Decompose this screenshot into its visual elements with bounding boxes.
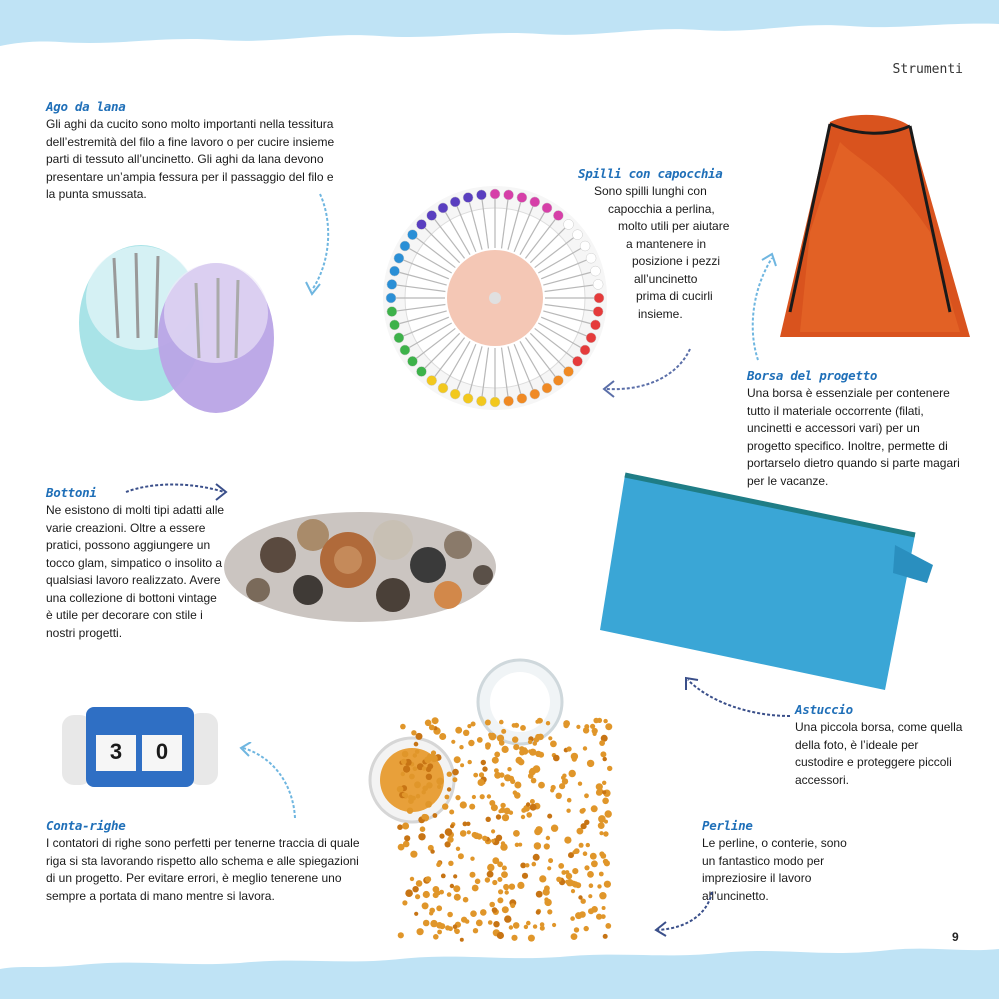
beads-photo — [360, 630, 615, 950]
ago-da-lana-text: Gli aghi da cucito sono molto importanti nella tessitura dell’estremità del filo a fine lavoro o per cucire insieme parti di tessuto all’uncinetto. Gli aghi da lana devono presentare un’ampia fessura per il passaggio del filo e la punta smussata. — [46, 117, 335, 201]
spilli-line-2: capocchia a perlina, — [608, 201, 715, 216]
perline-text: Le perline, o conterie, sono un fantastico modo per impreziosire il lavoro all’uncinetto. — [702, 836, 847, 903]
spilli-line-1: Sono spilli lunghi con — [594, 184, 707, 198]
page-number: 9 — [952, 930, 959, 944]
spilli-block — [578, 166, 768, 323]
counter-digit-tens: 3 — [109, 739, 123, 764]
perline-block — [702, 818, 852, 905]
perline-arrow-icon — [650, 888, 720, 938]
astuccio-text: Una piccola borsa, come quella della foto, è l’ideale per custodire e proteggere piccoli accessori. — [795, 720, 963, 787]
spilli-title: Spilli con capocchia — [578, 166, 723, 181]
spilli-line-5: posizione i pezzi — [632, 254, 721, 268]
spilli-line-6: all’uncinetto — [634, 271, 698, 286]
bottoni-text: Ne esistono di molti tipi adatti alle varie creazioni. Oltre a essere pratici, possono aggiungere un tocco glam, simpatico o insolito a qualsiasi lavoro realizzato. Avere una collezione di bottoni vintage è utile per decorare con stile i nostri progetti. — [46, 503, 225, 640]
contarighe-text: I contatori di righe sono perfetti per tenerne traccia di quale riga si sta lavorando rispetto allo schema e alle spiegazioni di un progetto. Per evitare errori, è meglio tenerene uno sempre a portata di mano mentre si lavora. — [46, 836, 360, 903]
borsa-text: Una borsa è essenziale per contenere tutto il materiale occorrente (filati, uncinetti e accessori vari) per un progetto specifico. Inoltre, permette di portarselo dietro quando si parte magari per le vacanze. — [747, 386, 960, 488]
pencil-case-photo — [595, 465, 945, 695]
section-title: Strumenti — [892, 62, 963, 77]
spilli-arrow-icon — [598, 345, 698, 400]
counter-digit-units: 0 — [155, 739, 169, 764]
ago-arrow-icon — [302, 190, 342, 300]
astuccio-block — [795, 702, 970, 789]
contarighe-arrow-icon — [235, 742, 305, 822]
bottoni-title: Bottoni — [46, 485, 97, 500]
spilli-line-3: molto utili per aiutare — [618, 219, 730, 233]
contarighe-block — [46, 818, 366, 905]
bottoni-block — [46, 485, 226, 642]
row-counter-photo — [58, 695, 223, 795]
spilli-line-4: a mantenere in — [626, 236, 707, 251]
ago-da-lana-title: Ago da lana — [46, 99, 126, 114]
buttons-pile-photo — [218, 495, 503, 630]
needle-cases-photo — [66, 228, 286, 418]
ago-da-lana-block — [46, 99, 346, 204]
contarighe-title: Conta-righe — [46, 818, 126, 833]
astuccio-arrow-icon — [680, 672, 795, 722]
borsa-title: Borsa del progetto — [747, 368, 878, 383]
perline-title: Perline — [702, 818, 753, 833]
drawstring-bag-photo — [770, 112, 980, 347]
spilli-line-8: insieme. — [638, 306, 683, 321]
bottoni-arrow-icon — [122, 478, 232, 506]
astuccio-title: Astuccio — [795, 702, 853, 717]
spilli-line-7: prima di cucirli — [636, 289, 713, 303]
borsa-arrow-icon — [742, 250, 782, 365]
top-decorative-band — [0, 0, 999, 70]
